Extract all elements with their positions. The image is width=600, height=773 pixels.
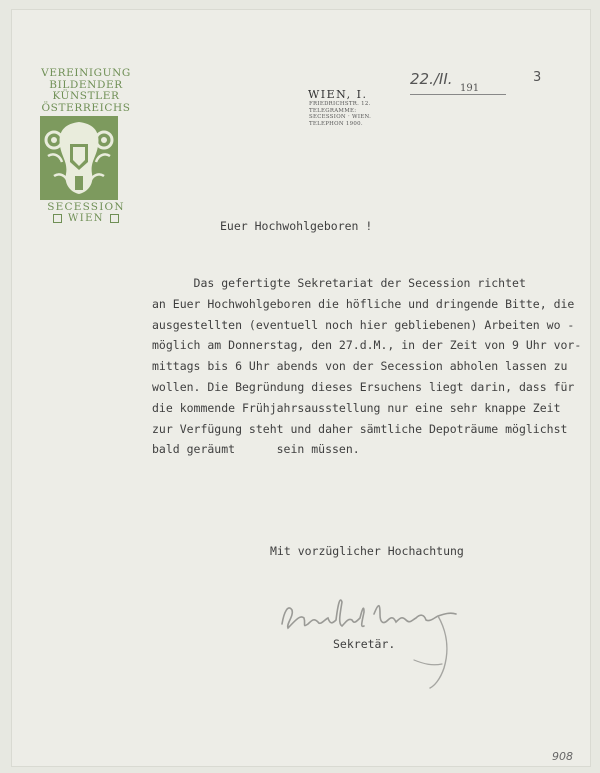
square-ornament-icon [53,214,62,223]
printed-year: 191 [460,83,480,94]
handwritten-date: 22./II. [410,70,453,88]
secession-emblem-icon [40,116,118,200]
body-line: mittags bis 6 Uhr abends von der Secession abholen lassen zu [152,359,568,374]
body-line: bald geräumt sein müssen. [152,442,360,457]
page-number: 3 [533,70,542,85]
signer-title: Sekretär. [333,637,396,651]
letterhead-city: WIEN, I. [308,88,368,101]
closing: Mit vorzüglicher Hochachtung [270,544,464,558]
letterhead-wien: WIEN [68,213,104,224]
body-line: zur Verfügung steht und daher sämtliche Depoträume möglichst [152,421,568,436]
salutation: Euer Hochwohlgeboren ! [220,219,373,233]
date-rule [410,94,506,95]
body-line: Das gefertigte Sekretariat der Secession richtet [152,276,526,290]
body-line: wollen. Die Begründung dieses Ersuchens liegt darin, dass für [152,379,575,394]
letterhead-secession: SECESSION [47,201,125,213]
letter-sheet [12,10,590,766]
body-line: an Euer Hochwohlgeboren die höfliche und dringende Bitte, die [152,296,575,311]
body-line: möglich am Donnerstag, den 27.d.M., in der Zeit von 9 Uhr vor- [152,338,582,353]
square-ornament-icon [110,214,119,223]
letterhead-association-name: VEREINIGUNG BILDENDER KÜNSTLER ÖSTERREICHS [41,67,131,114]
letter-body [152,273,592,460]
body-line: ausgestellten (eventuell noch hier gebliebenen) Arbeiten wo - [152,317,575,332]
archive-mark: 908 [552,750,573,763]
body-line: die kommende Frühjahrsausstellung nur eine sehr knappe Zeit [152,400,561,415]
letterhead-wien-line [36,213,136,224]
letterhead-address: FRIEDRICHSTR. 12. TELEGRAMME: SECESSION · WIEN. TELEPHON 1900. [309,101,372,127]
